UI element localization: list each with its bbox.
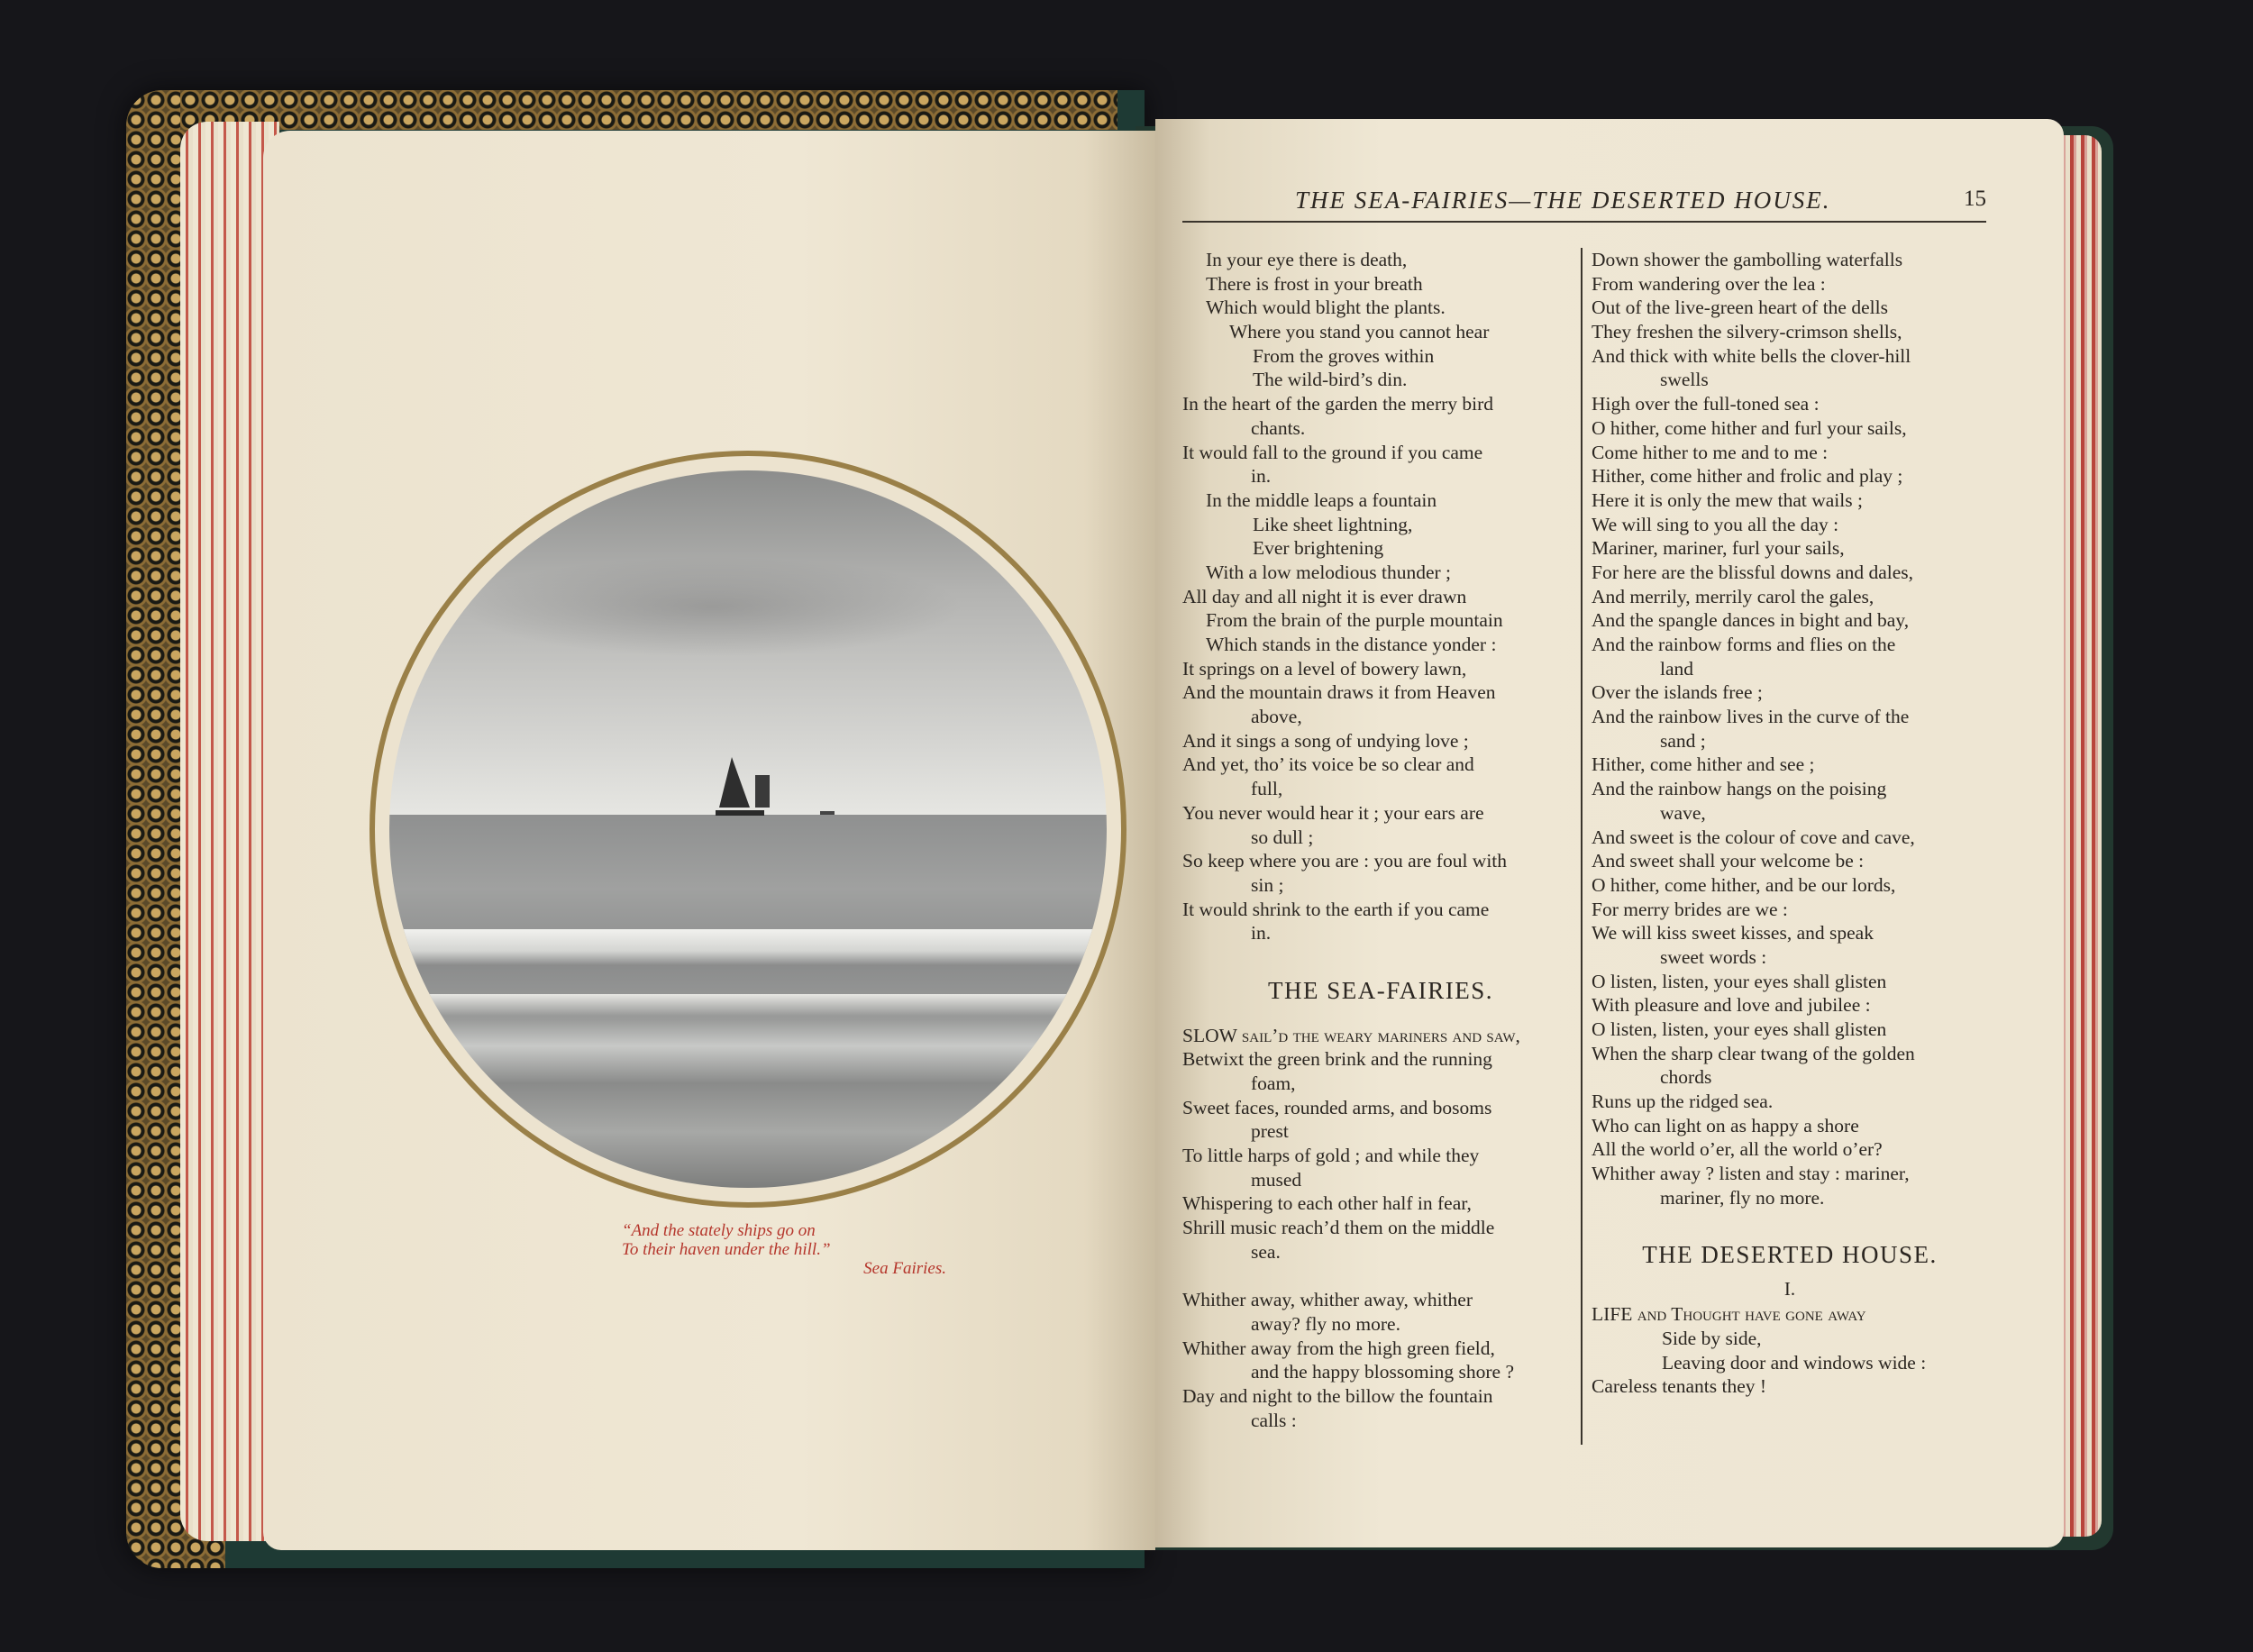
- gilt-cover-border-top: [180, 90, 1117, 130]
- verse-line: Shrill music reach’d them on the middle: [1182, 1217, 1495, 1239]
- verse-line: Whither away from the high green field,: [1182, 1337, 1495, 1359]
- verse-line: For merry brides are we :: [1592, 898, 1788, 920]
- verse-line: mariner, fly no more.: [1660, 1186, 1825, 1209]
- running-head-title: THE SEA-FAIRIES—THE DESERTED HOUSE.: [1295, 187, 1831, 214]
- cloud: [461, 557, 963, 657]
- verse-line: sweet words :: [1660, 945, 1767, 968]
- verse-line: and the happy blossoming shore ?: [1251, 1361, 1514, 1383]
- verse-line: so dull ;: [1251, 826, 1314, 848]
- verse-line: So keep where you are : you are foul with: [1182, 850, 1508, 872]
- verse-line: And the mountain draws it from Heaven: [1182, 681, 1496, 704]
- verse-line: in.: [1251, 922, 1272, 945]
- running-head: [1182, 185, 1986, 223]
- verse-line: mused: [1251, 1168, 1302, 1191]
- verse-line: Hither, come hither and see ;: [1592, 753, 1815, 776]
- verse-line: SLOW sail’d the weary mariners and saw,: [1182, 1024, 1520, 1046]
- verse-line: Betwixt the green brink and the running: [1182, 1048, 1492, 1071]
- spacer: [1182, 1264, 1579, 1289]
- verse-line: O hither, come hither and furl your sails,: [1592, 416, 1907, 439]
- verse-line: With pleasure and love and jubilee :: [1592, 994, 1871, 1017]
- column-rule: [1581, 248, 1583, 1445]
- verse-line: To little harps of gold ; and while they: [1182, 1145, 1480, 1167]
- verse-line: It would shrink to the earth if you came: [1182, 898, 1490, 920]
- verse-line: foam,: [1251, 1072, 1296, 1094]
- verse-line: wave,: [1660, 801, 1706, 824]
- verse-line: And sweet is the colour of cove and cave,: [1592, 826, 1915, 848]
- verse-line: full,: [1251, 778, 1283, 800]
- verse-line: And thick with white bells the clover-hill: [1592, 344, 1911, 367]
- verse-line: From the groves within: [1253, 344, 1435, 367]
- verse-line: Here it is only the mew that wails ;: [1592, 488, 1863, 511]
- verse-line: When the sharp clear twang of the golden: [1592, 1042, 1915, 1064]
- verse-line: For here are the blissful downs and dales,: [1592, 561, 1914, 583]
- verse-line: And yet, tho’ its voice be so clear and: [1182, 753, 1474, 776]
- verse-line: And merrily, merrily carol the gales,: [1592, 585, 1874, 607]
- verse-line: Like sheet lightning,: [1253, 513, 1413, 535]
- verse-line: Which stands in the distance yonder :: [1206, 634, 1497, 655]
- caption-attribution: Sea Fairies.: [863, 1259, 946, 1278]
- verse-line: land: [1660, 657, 1694, 680]
- verse-line: All the world o’er, all the world o’er?: [1592, 1138, 1883, 1161]
- verse-line: With a low melodious thunder ;: [1206, 561, 1452, 583]
- ship-sail-secondary: [755, 775, 770, 808]
- verse-line: Careless tenants they !: [1592, 1375, 1767, 1398]
- verse-line: Day and night to the billow the fountain: [1182, 1384, 1493, 1407]
- ship-sail: [719, 757, 750, 808]
- caption-line-1: “And the stately ships go on: [622, 1221, 816, 1240]
- verse-line: chants.: [1251, 416, 1306, 439]
- spacer: [1592, 1210, 1988, 1235]
- verse-line: Side by side,: [1662, 1327, 1762, 1349]
- verse-line: Leaving door and windows wide :: [1662, 1351, 1927, 1374]
- verse-line: sand ;: [1660, 729, 1706, 752]
- verse-line: Mariner, mariner, furl your sails,: [1592, 537, 1845, 560]
- verse-line: Who can light on as happy a shore: [1592, 1114, 1859, 1136]
- verse-line: calls :: [1251, 1409, 1297, 1431]
- poem-heading-deserted-house: THE DESERTED HOUSE.: [1642, 1241, 1938, 1269]
- text-column-2: [1592, 248, 1988, 1399]
- verse-line: above,: [1251, 706, 1302, 728]
- verse-line: O listen, listen, your eyes shall glisten: [1592, 970, 1887, 992]
- verse-line: away? fly no more.: [1251, 1312, 1400, 1335]
- spacer: [1182, 1011, 1579, 1024]
- illustration-caption: [622, 1221, 946, 1278]
- verse-line: Runs up the ridged sea.: [1592, 1091, 1774, 1113]
- caption-line-2: To their haven under the hill.”: [622, 1240, 831, 1259]
- verse-line: O hither, come hither, and be our lords,: [1592, 873, 1896, 896]
- verse-line: O listen, listen, your eyes shall glisten: [1592, 1018, 1887, 1040]
- verse-line: Sweet faces, rounded arms, and bosoms: [1182, 1096, 1492, 1118]
- verse-line: In the heart of the garden the merry bird: [1182, 393, 1494, 415]
- verse-line: From wandering over the lea :: [1592, 272, 1826, 295]
- verse-line: Down shower the gambolling waterfalls: [1592, 249, 1903, 270]
- verse-line: Whispering to each other half in fear,: [1182, 1192, 1472, 1215]
- verse-line: Where you stand you cannot hear: [1229, 321, 1490, 343]
- verse-line: Come hither to me and to me :: [1592, 441, 1829, 463]
- verse-line: In your eye there is death,: [1206, 249, 1408, 270]
- verse-line: sin ;: [1251, 873, 1284, 896]
- verse-line: Ever brightening: [1253, 537, 1384, 560]
- verse-line: Whither away ? listen and stay : mariner,: [1592, 1163, 1910, 1185]
- verse-line: And the spangle dances in bight and bay,: [1592, 609, 1910, 632]
- verse-line: prest: [1251, 1120, 1289, 1143]
- verse-line: chords: [1660, 1066, 1712, 1089]
- verse-line: There is frost in your breath: [1206, 272, 1423, 295]
- verse-line: And the rainbow forms and flies on the: [1592, 634, 1896, 655]
- verse-line: sea.: [1251, 1240, 1281, 1263]
- verse-line: And it sings a song of undying love ;: [1182, 729, 1469, 752]
- spacer: [1182, 945, 1579, 970]
- verse-line: swells: [1660, 369, 1709, 391]
- verse-line: We will kiss sweet kisses, and speak: [1592, 922, 1874, 945]
- verse-line: It would fall to the ground if you came: [1182, 441, 1483, 463]
- verse-line: And the rainbow lives in the curve of the: [1592, 706, 1910, 728]
- verse-line: The wild-bird’s din.: [1253, 369, 1408, 391]
- breaking-wave: [389, 929, 1107, 965]
- verse-line: Over the islands free ;: [1592, 681, 1763, 704]
- ship-hull: [716, 810, 764, 816]
- verse-line: It springs on a level of bowery lawn,: [1182, 657, 1467, 680]
- text-column-1: [1182, 248, 1579, 1432]
- section-numeral: I.: [1783, 1278, 1796, 1301]
- verse-line: Whither away, whither away, whither: [1182, 1289, 1473, 1311]
- verse-line: You never would hear it ; your ears are: [1182, 801, 1484, 824]
- small-boat: [820, 811, 835, 815]
- verse-line: Out of the live-green heart of the dells: [1592, 297, 1888, 319]
- page-number: 15: [1964, 187, 1986, 211]
- verse-line: And sweet shall your welcome be :: [1592, 850, 1865, 872]
- verse-line: in.: [1251, 465, 1272, 488]
- poem-heading-sea-fairies: THE SEA-FAIRIES.: [1268, 976, 1493, 1004]
- verse-line: Which would blight the plants.: [1206, 297, 1446, 319]
- wave-foam: [389, 994, 1107, 1016]
- verse-line: And the rainbow hangs on the poising: [1592, 778, 1887, 800]
- seascape-illustration: [389, 470, 1107, 1188]
- verse-line: High over the full-toned sea :: [1592, 393, 1820, 415]
- verse-line: They freshen the silvery-crimson shells,: [1592, 321, 1902, 343]
- verse-line: We will sing to you all the day :: [1592, 513, 1839, 535]
- verse-line: LIFE and Thought have gone away: [1592, 1303, 1866, 1326]
- verse-line: Hither, come hither and frolic and play ;: [1592, 465, 1903, 488]
- verse-line: From the brain of the purple mountain: [1206, 609, 1503, 632]
- verse-line: All day and all night it is ever drawn: [1182, 585, 1467, 607]
- verse-line: In the middle leaps a fountain: [1206, 488, 1437, 511]
